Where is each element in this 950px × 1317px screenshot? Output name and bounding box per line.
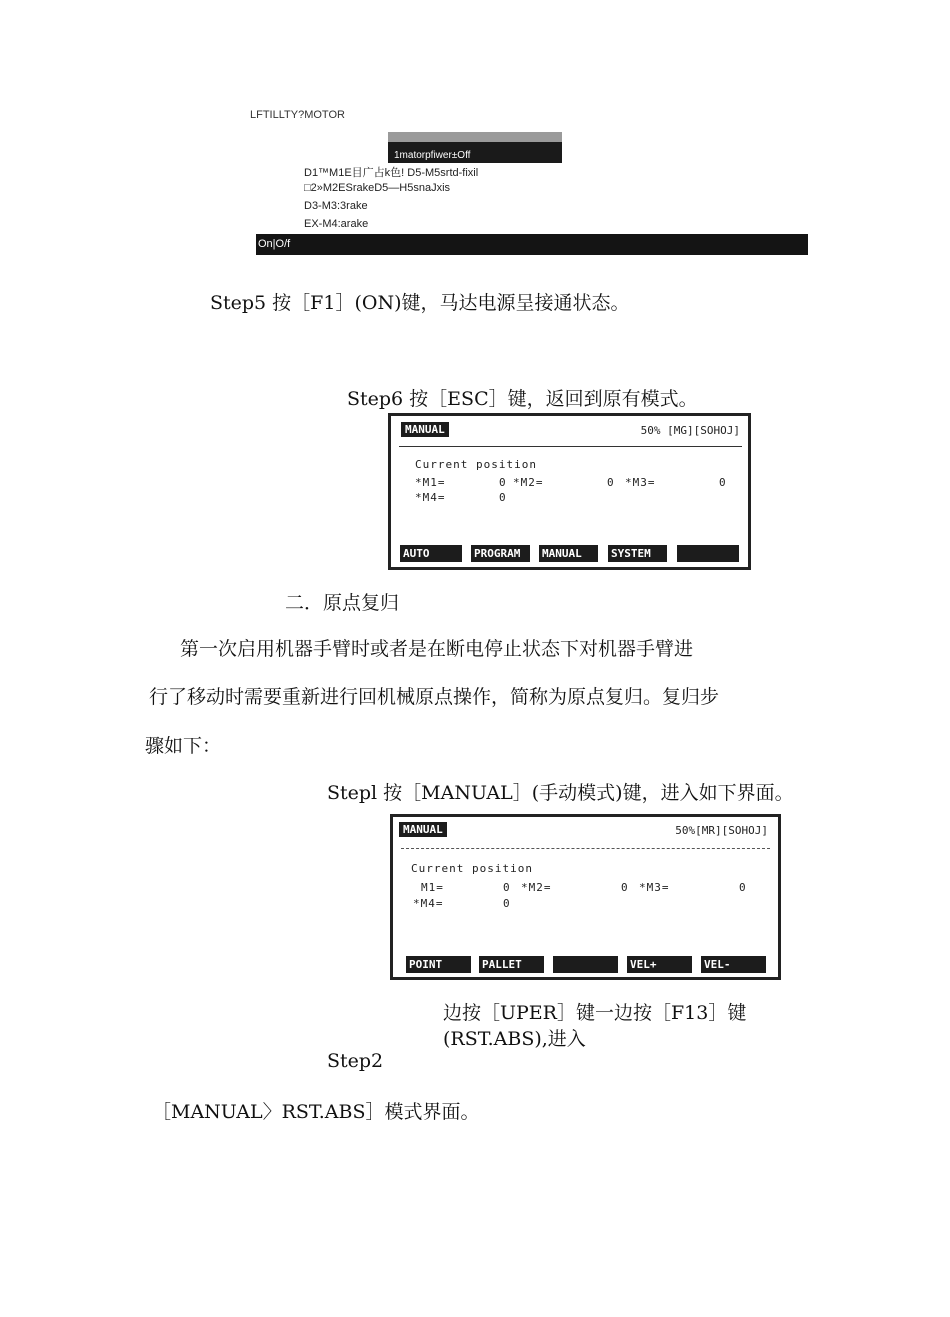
step1-text: Stepl 按［MANUAL］(手动模式)键，进入如下界面。 (327, 782, 794, 804)
step2-line-1: 边按［UPER］键一边按［F13］键 (443, 1002, 747, 1024)
header-divider (399, 446, 742, 447)
fkey-blank[interactable] (677, 545, 739, 562)
axis-value: 0 (499, 476, 507, 489)
fkey-program[interactable]: PROGRAM (471, 545, 530, 562)
motor-line-4: EX-M4:arake (304, 218, 369, 230)
axis-name: *M2= (513, 476, 544, 489)
motor-screen-title: LFTILLTY?MOTOR (250, 109, 345, 121)
axis-value: 0 (719, 476, 727, 489)
step6-text: Step6 按［ESC］键，返回到原有模式。 (347, 388, 698, 410)
motor-power-label: 1matorpfiwer±Off (394, 150, 471, 161)
status-readout: 50% [MG][SOHOJ] (640, 424, 740, 437)
header-divider (401, 848, 770, 849)
motor-line-3: D3-M3:3rake (304, 200, 368, 212)
axis-name: *M1= (415, 476, 446, 489)
motor-line-2: □2»M2ESrakeD5—H5snaJxis (304, 182, 451, 194)
section-title: 二．原点复归 (285, 592, 400, 614)
step2-line-3: ［MANUAL〉RST.ABS］模式界面。 (152, 1101, 480, 1123)
mode-indicator: MANUAL (399, 822, 447, 837)
highlight-top-bar (388, 132, 562, 142)
axis-value: 0 (607, 476, 615, 489)
axis-name: M1= (421, 881, 444, 894)
axis-name: *M3= (639, 881, 670, 894)
fkey-vel-minus[interactable]: VEL- (701, 956, 766, 973)
step5-text: Step5 按［F1］(ON)键，马达电源呈接通状态。 (210, 292, 630, 314)
fkey-vel-plus[interactable]: VEL+ (627, 956, 692, 973)
axis-value: 0 (739, 881, 747, 894)
fkey-point[interactable]: POINT (406, 956, 471, 973)
axis-value: 0 (621, 881, 629, 894)
current-position-label: Current position (415, 458, 537, 471)
fkey-manual[interactable]: MANUAL (539, 545, 598, 562)
manual-screen-2 (390, 814, 781, 980)
fkey-system[interactable]: SYSTEM (608, 545, 667, 562)
axis-value: 0 (503, 897, 511, 910)
body-line-3: 骤如下： (145, 735, 222, 757)
axis-value: 0 (499, 491, 507, 504)
body-line-2: 行了移动时需要重新进行回机械原点操作，简称为原点复归。复归步 (149, 686, 720, 708)
axis-name: *M2= (521, 881, 552, 894)
fkey-blank[interactable] (553, 956, 618, 973)
body-line-1: 第一次启用机器手臂时或者是在断电停止状态下对机器手臂进 (180, 638, 694, 660)
axis-name: *M3= (625, 476, 656, 489)
axis-name: *M4= (415, 491, 446, 504)
motor-function-bar (256, 234, 808, 255)
motor-power-highlight (388, 132, 562, 163)
status-readout: 50%[MR][SOHOJ] (675, 824, 768, 837)
mode-indicator: MANUAL (401, 422, 449, 437)
axis-value: 0 (503, 881, 511, 894)
manual-screen-1 (388, 413, 751, 570)
step2-label: Step2 (327, 1050, 384, 1072)
fkey-pallet[interactable]: PALLET (479, 956, 544, 973)
motor-line-1: D1™M1E目广占k色! D5-M5srtd-fixil (304, 167, 479, 179)
fkey-auto[interactable]: AUTO (400, 545, 462, 562)
axis-name: *M4= (413, 897, 444, 910)
on-off-key-label: On|O/f (258, 238, 291, 250)
current-position-label: Current position (411, 862, 533, 875)
step2-line-2: (RST.ABS),进入 (443, 1028, 586, 1050)
